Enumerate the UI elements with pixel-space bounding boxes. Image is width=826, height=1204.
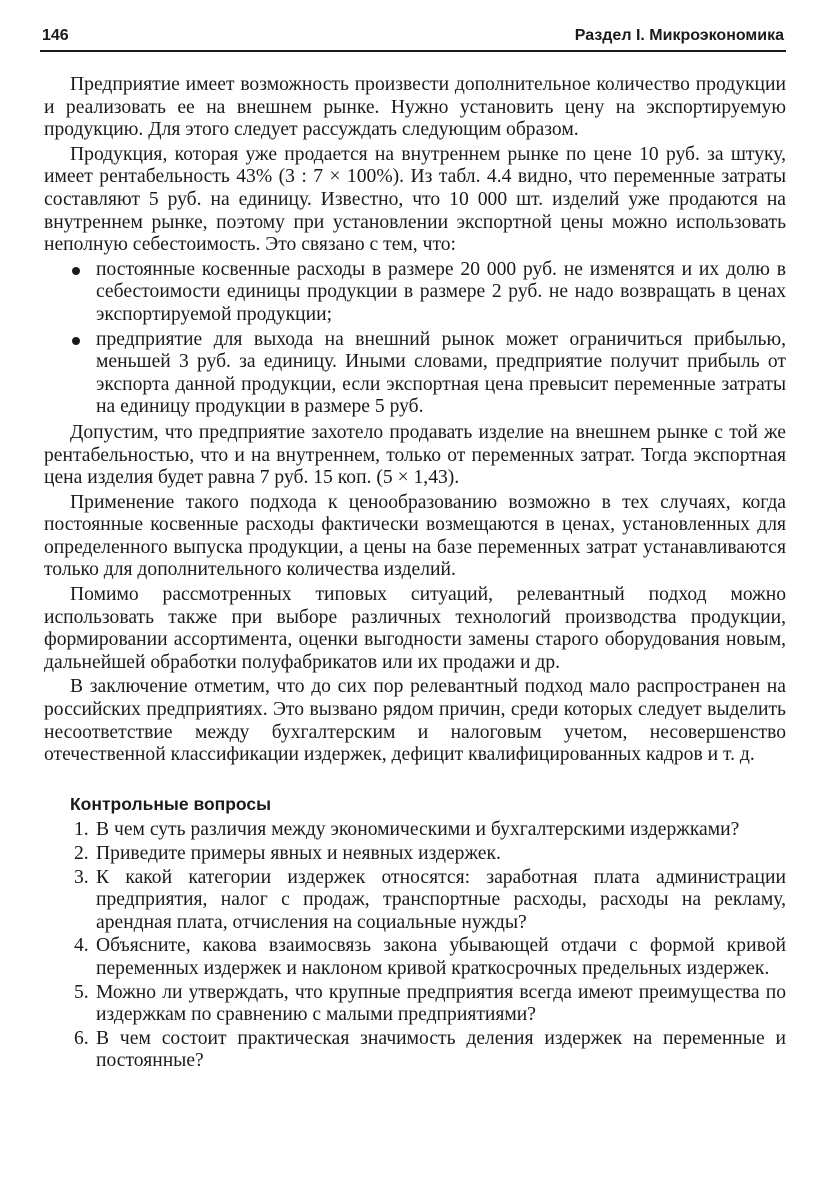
question-item — [44, 819, 786, 842]
paragraph: В заключение отметим, что до сих пор релевантный подход мало распространен на российских предприятиях. Это вызвано рядом причин, среди которых следует выделить несоответствие между бухгалтерским и налоговым учетом, несовершенство отечественной классификации издержек, дефицит квалифицированных кадров и т. д. — [44, 676, 786, 766]
bullet-text: предприятие для выхода на внешний рынок может ограничиться прибылью, меньшей 3 руб. за единицу. Иными словами, предприятие получит прибыль от экспорта данной продукции, если экспортная цена превысит переменные затраты на единицу продукции в размере 5 руб. — [96, 328, 786, 418]
bullet-item — [44, 329, 786, 419]
question-text: Приведите примеры явных и неявных издержек. — [96, 843, 501, 864]
paragraph: Предприятие имеет возможность произвести дополнительное количество продукции и реализовать ее на внешнем рынке. Нужно установить цену на экспортируемую продукцию. Для этого следует рассуждать следующим образом. — [44, 74, 786, 141]
paragraph: Применение такого подхода к ценообразованию возможно в тех случаях, когда постоянные косвенные расходы фактически возмещаются в ценах, установленных для определенного выпуска продукции, а цены на базе переменных затрат устанавливаются только для дополнительного количества изделий. — [44, 491, 786, 581]
question-item — [44, 1028, 786, 1073]
section-title: Раздел I. Микроэкономика — [574, 27, 784, 44]
question-number: 3. — [74, 866, 89, 888]
bullet-list — [44, 259, 786, 419]
question-text: В чем суть различия между экономическими и бухгалтерскими издержками? — [96, 819, 740, 841]
question-item — [44, 843, 786, 866]
questions-heading: Контрольные вопросы — [70, 793, 272, 814]
running-header — [40, 22, 786, 52]
paragraph: Допустим, что предприятие захотело продавать изделие на внешнем рынке с той же рентабельностью, что и на внутреннем, только от переменных затрат. Тогда экспортная цена изделия будет равна 7 руб. 15 коп. (5 × 1,43). — [44, 421, 786, 489]
questions-list — [44, 819, 786, 1073]
question-number: 4. — [74, 935, 89, 957]
question-number: 2. — [74, 843, 89, 864]
bullet-icon — [72, 337, 80, 345]
question-item — [44, 935, 786, 980]
question-text: К какой категории издержек относятся: заработная плата администрации предприятия, налог с продаж, транспортные расходы, расходы на рекламу, арендная плата, отчисления на социальные нужды? — [96, 866, 786, 933]
bullet-item — [44, 259, 786, 327]
question-number: 5. — [74, 981, 89, 1003]
question-item — [44, 982, 786, 1027]
bullet-icon — [72, 267, 80, 275]
question-number: 6. — [74, 1027, 89, 1049]
question-text: Можно ли утверждать, что крупные предприятия всегда имеют преимущества по издержкам по сравнению с малыми предприятиями? — [96, 981, 786, 1026]
question-text: Объясните, какова взаимосвязь закона убывающей отдачи с формой кривой переменных издержек и наклоном кривой краткосрочных предельных издержек. — [96, 935, 786, 979]
page-body — [44, 74, 786, 1074]
page-number: 146 — [42, 27, 69, 44]
question-number: 1. — [74, 819, 89, 841]
question-text: В чем состоит практическая значимость деления издержек на переменные и постоянные? — [96, 1027, 786, 1072]
paragraph: Продукция, которая уже продается на внутреннем рынке по цене 10 руб. за штуку, имеет рентабельность 43% (3 : 7 × 100%). Из табл. 4.4 видно, что переменные затраты составляют 5 руб. на единицу. Известно, что 10 000 шт. изделий уже продаются на внутреннем рынке, поэтому при установлении экспортной цены можно использовать неполную себестоимость. Это связано с тем, что: — [44, 143, 786, 256]
bullet-text: постоянные косвенные расходы в размере 20 000 руб. не изменятся и их долю в себестоимости единицы продукции в размере 2 руб. не надо возвращать в ценах экспортируемой продукции; — [96, 258, 786, 325]
paragraph: Помимо рассмотренных типовых ситуаций, релевантный подход можно использовать также при выборе различных технологий производства продукции, формировании ассортимента, оценки выгодности замены старого оборудования новым, дальнейшей обработки полуфабрикатов или их продажи и др. — [44, 584, 786, 673]
question-item — [44, 867, 786, 935]
